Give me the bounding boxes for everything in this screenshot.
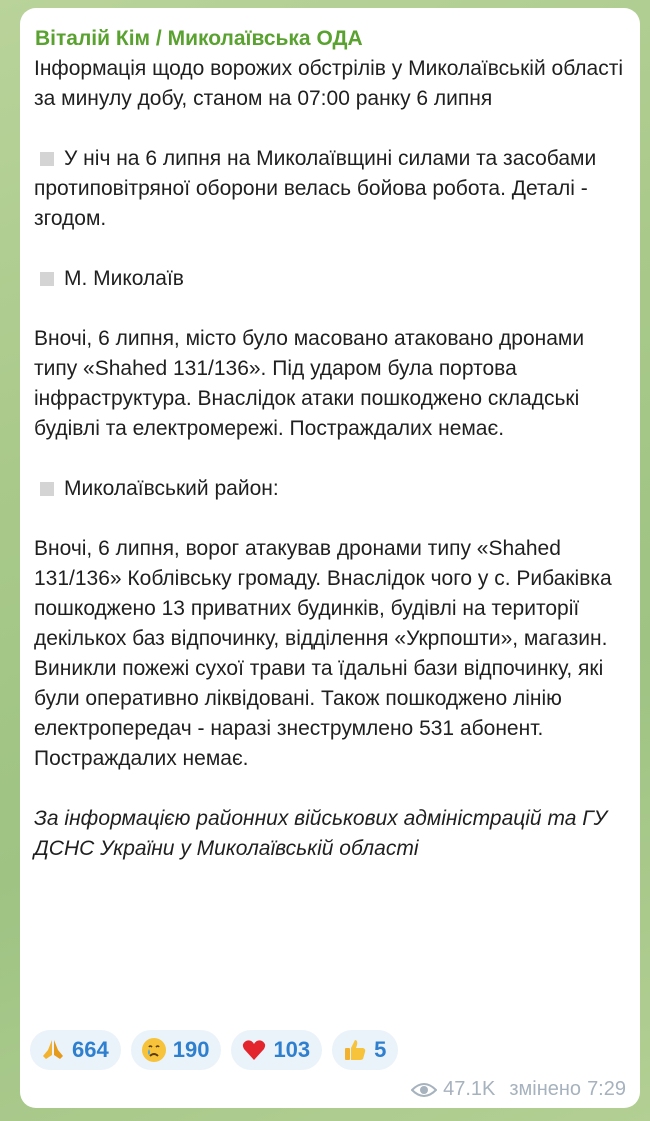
square-bullet-icon <box>40 482 54 496</box>
heading-text: Миколаївський район: <box>64 477 279 500</box>
thumbs-up-icon <box>342 1037 368 1063</box>
reaction-count: 103 <box>273 1037 311 1062</box>
praying-hands-icon <box>40 1037 66 1063</box>
view-count: 47.1K <box>443 1078 496 1100</box>
paragraph-air-defense <box>34 144 628 234</box>
message-bubble <box>20 8 640 1108</box>
reaction-crying-face[interactable] <box>131 1030 222 1070</box>
message-title: Інформація щодо ворожих обстрілів у Миколаївській області за минулу добу, станом на 07:00 ранку 6 липня <box>34 57 624 110</box>
crying-face-icon <box>141 1037 167 1063</box>
section-heading-city <box>34 264 628 294</box>
reaction-red-heart[interactable] <box>231 1030 322 1070</box>
source-note: За інформацією районних військових адміністрацій та ГУ ДСНС України у Миколаївській області <box>34 807 608 860</box>
paragraph-district: Вночі, 6 липня, ворог атакував дронами типу «Shahed 131/136» Коблівську громаду. Внаслідок чого у с. Рибаківка пошкоджено 13 приватних будинків, будівлі на території декількох баз відпочинку, відділення «Укрпошти», магазин. Виникли пожежі сухої трави та їдальні бази відпочинку, які були оперативно ліквідовані. Також пошкоджено лінію електропередач - наразі знеструмлено 531 абонент. Постраждалих немає. <box>34 537 612 770</box>
edited-label: змінено <box>509 1078 582 1100</box>
eye-icon <box>411 1081 437 1099</box>
sender-name[interactable]: Віталій Кім / Миколаївська ОДА <box>35 27 363 50</box>
paragraph-city: Вночі, 6 липня, місто було масовано атаковано дронами типу «Shahed 131/136». Під ударом була портова інфраструктура. Внаслідок атаки пошкоджено складські будівлі та електромережі. Постраждалих немає. <box>34 327 585 440</box>
reaction-count: 5 <box>374 1037 387 1062</box>
square-bullet-icon <box>40 152 54 166</box>
reaction-count: 190 <box>172 1037 210 1062</box>
reactions-bar <box>30 1030 398 1070</box>
message-time: 7:29 <box>587 1078 626 1100</box>
reaction-thumbs-up[interactable] <box>332 1030 398 1070</box>
message-meta <box>411 1078 626 1101</box>
red-heart-icon <box>241 1037 267 1063</box>
heading-text: М. Миколаїв <box>64 267 184 290</box>
square-bullet-icon <box>40 272 54 286</box>
reaction-praying-hands[interactable] <box>30 1030 121 1070</box>
paragraph-text: У ніч на 6 липня на Миколаївщині силами та засобами протиповітряної оборони велась бойова робота. Деталі - згодом. <box>34 147 597 230</box>
section-heading-district <box>34 474 628 504</box>
reaction-count: 664 <box>72 1037 109 1062</box>
